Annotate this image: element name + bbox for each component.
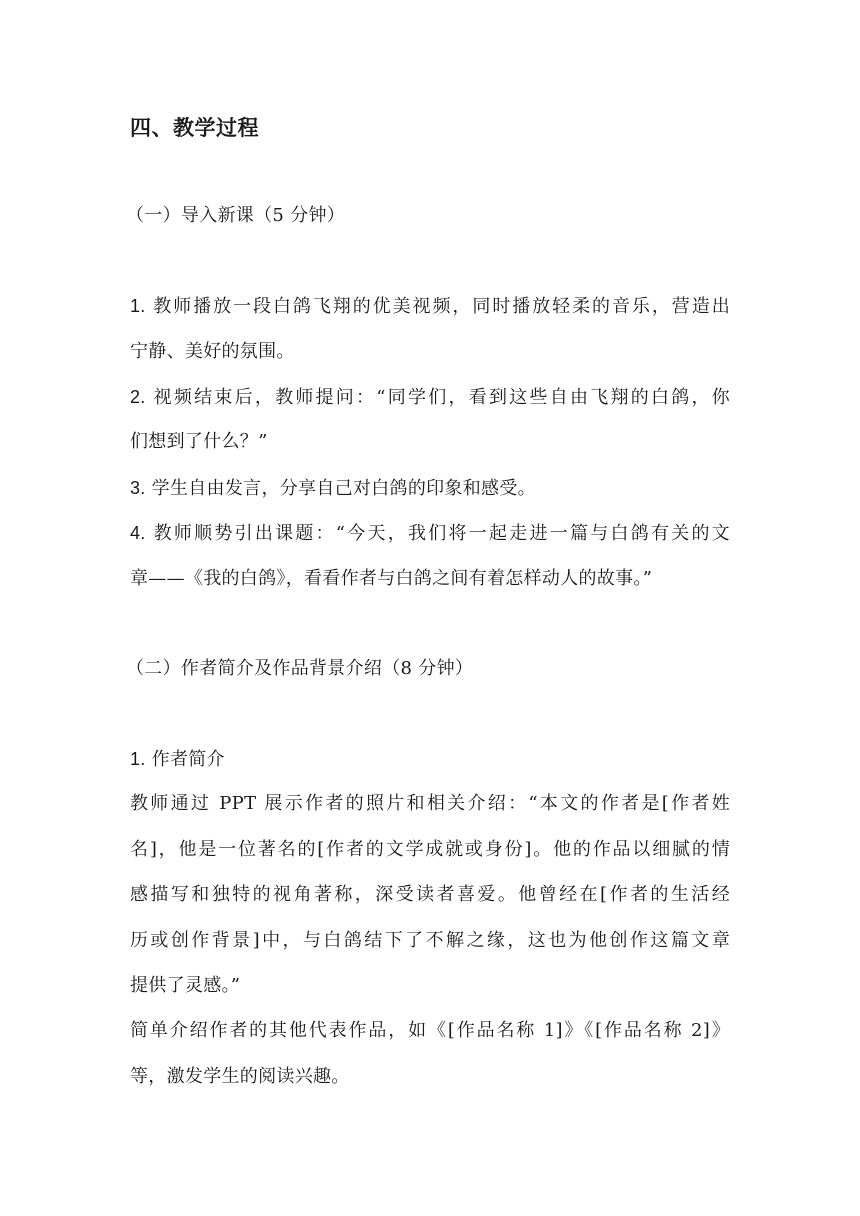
list-item-1-line-1: [130, 294, 730, 318]
list-item-author-line-1: [130, 747, 730, 772]
subsection-title-intro: （一）导入新课（5 分钟）: [126, 205, 346, 226]
list-item-4-line-1: [130, 521, 730, 545]
paragraph-2-line-2: 等，激发学生的阅读兴趣。: [130, 1066, 350, 1087]
list-item-text: 视频结束后，教师提问：“同学们，看到这些自由飞翔的白鸽，你: [153, 387, 730, 408]
list-item-number: 1.: [130, 749, 146, 769]
list-item-1-line-2: 宁静、美好的氛围。: [130, 341, 295, 362]
section-heading: 四、教学过程: [130, 116, 259, 140]
list-item-text: 教师顺势引出课题：“今天，我们将一起走进一篇与白鸽有关的文: [153, 523, 730, 544]
list-item-number: 2.: [130, 387, 146, 407]
list-item-text: 学生自由发言，分享自己对白鸽的印象和感受。: [151, 478, 536, 499]
list-item-number: 4.: [130, 523, 146, 543]
paragraph-1-line-3: 感描写和独特的视角著称，深受读者喜爱。他曾经在[作者的生活经: [130, 884, 730, 905]
list-item-2-line-2: 们想到了什么？”: [130, 431, 268, 452]
paragraph-1-line-4: 历或创作背景]中，与白鸽结下了不解之缘，这也为他创作这篇文章: [130, 930, 730, 951]
paragraph-1-line-5: 提供了灵感。”: [130, 975, 241, 996]
list-item-3-line-1: [130, 476, 730, 501]
list-item-number: 1.: [130, 296, 146, 316]
paragraph-1-line-1: 教师通过 PPT 展示作者的照片和相关介绍：“本文的作者是[作者姓: [130, 793, 730, 814]
list-item-text: 作者简介: [151, 749, 225, 770]
list-item-4-line-2: 章——《我的白鸽》，看看作者与白鸽之间有着怎样动人的故事。”: [130, 568, 653, 589]
paragraph-2-line-1: 简单介绍作者的其他代表作品，如《[作品名称 1]》《[作品名称 2]》: [130, 1020, 730, 1041]
list-item-number: 3.: [130, 478, 146, 498]
list-item-text: 教师播放一段白鸽飞翔的优美视频，同时播放轻柔的音乐，营造出: [153, 296, 730, 317]
subsection-title-author: （二）作者简介及作品背景介绍（8 分钟）: [126, 658, 474, 679]
paragraph-1-line-2: 名]，他是一位著名的[作者的文学成就或身份]。他的作品以细腻的情: [130, 839, 730, 860]
list-item-2-line-1: [130, 385, 730, 409]
